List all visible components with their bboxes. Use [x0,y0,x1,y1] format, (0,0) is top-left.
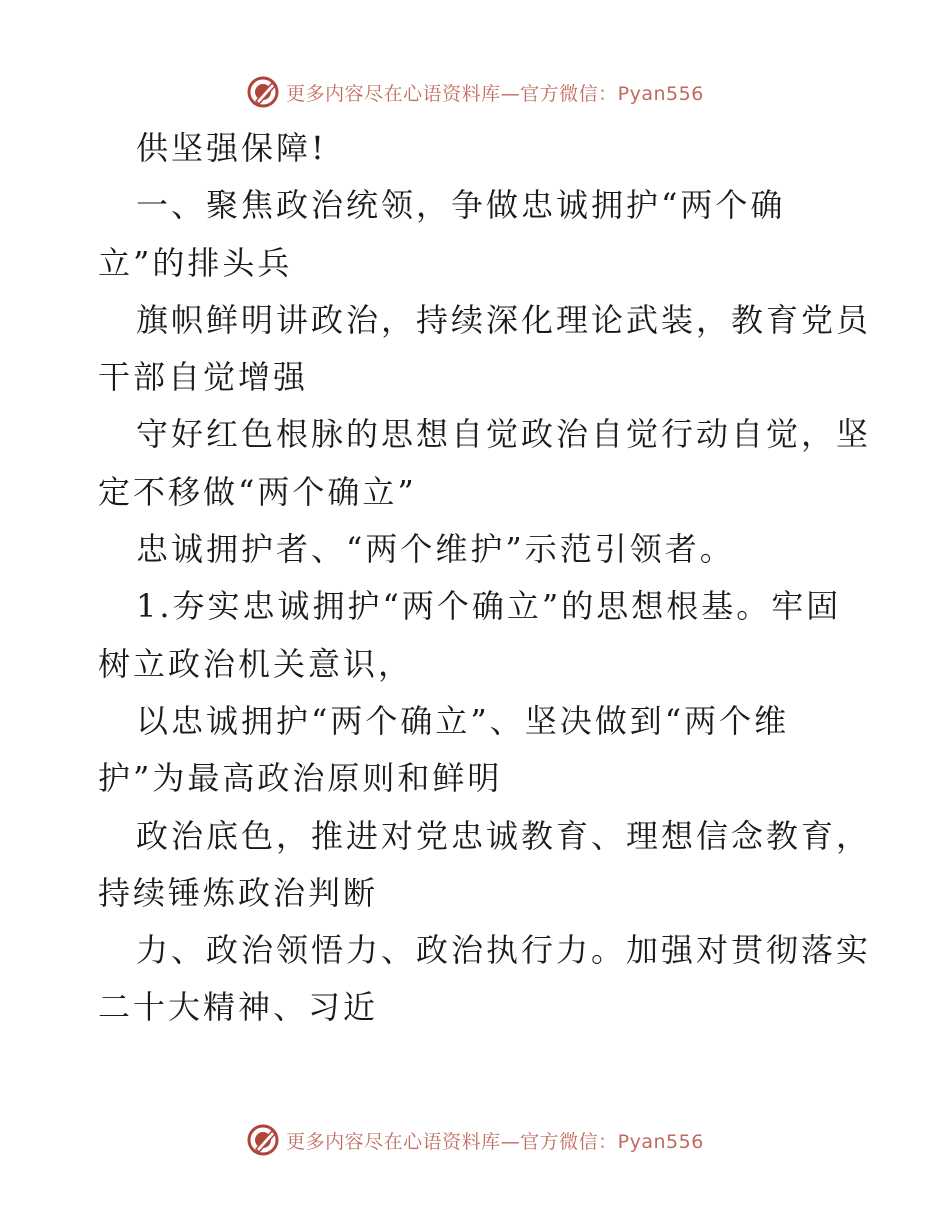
footer-banner-text: 更多内容尽在心语资料库—官方微信：Pyan556 [286,1130,704,1153]
text-line: 定不移做“两个确立” [98,472,417,511]
footer-banner [0,1120,950,1160]
section-heading: 一、聚焦政治统领，争做忠诚拥护“两个确 [136,186,786,225]
text-line: 树立政治机关意识， [98,644,414,683]
text-line: 护”为最高政治原则和鲜明 [98,759,503,798]
text-line: 旗帜鲜明讲政治，持续深化理论武装，教育党员 [136,300,872,339]
numbered-item-heading: 1.夯实忠诚拥护“两个确立”的思想根基。牢固 [136,587,842,626]
section-heading-cont: 立”的排头兵 [98,243,293,282]
pen-seal-logo-icon [246,75,280,109]
header-banner-text: 更多内容尽在心语资料库—官方微信：Pyan556 [286,82,704,105]
text-line: 干部自觉增强 [98,358,309,397]
text-line: 持续锤炼政治判断 [98,873,379,912]
text-line: 政治底色，推进对党忠诚教育、理想信念教育， [136,816,872,855]
pen-seal-logo-icon [246,1123,280,1157]
text-line: 二十大精神、习近 [98,988,379,1027]
document-body [98,120,872,1037]
text-line: 守好红色根脉的思想自觉政治自觉行动自觉，坚 [136,415,872,454]
header-banner [0,72,950,112]
text-line: 以忠诚拥护“两个确立”、坚决做到“两个维 [136,701,790,740]
text-line: 供坚强保障! [136,129,327,167]
text-line: 力、政治领悟力、政治执行力。加强对贯彻落实 [136,931,872,970]
text-line: 忠诚拥护者、“两个维护”示范引领者。 [136,530,735,569]
